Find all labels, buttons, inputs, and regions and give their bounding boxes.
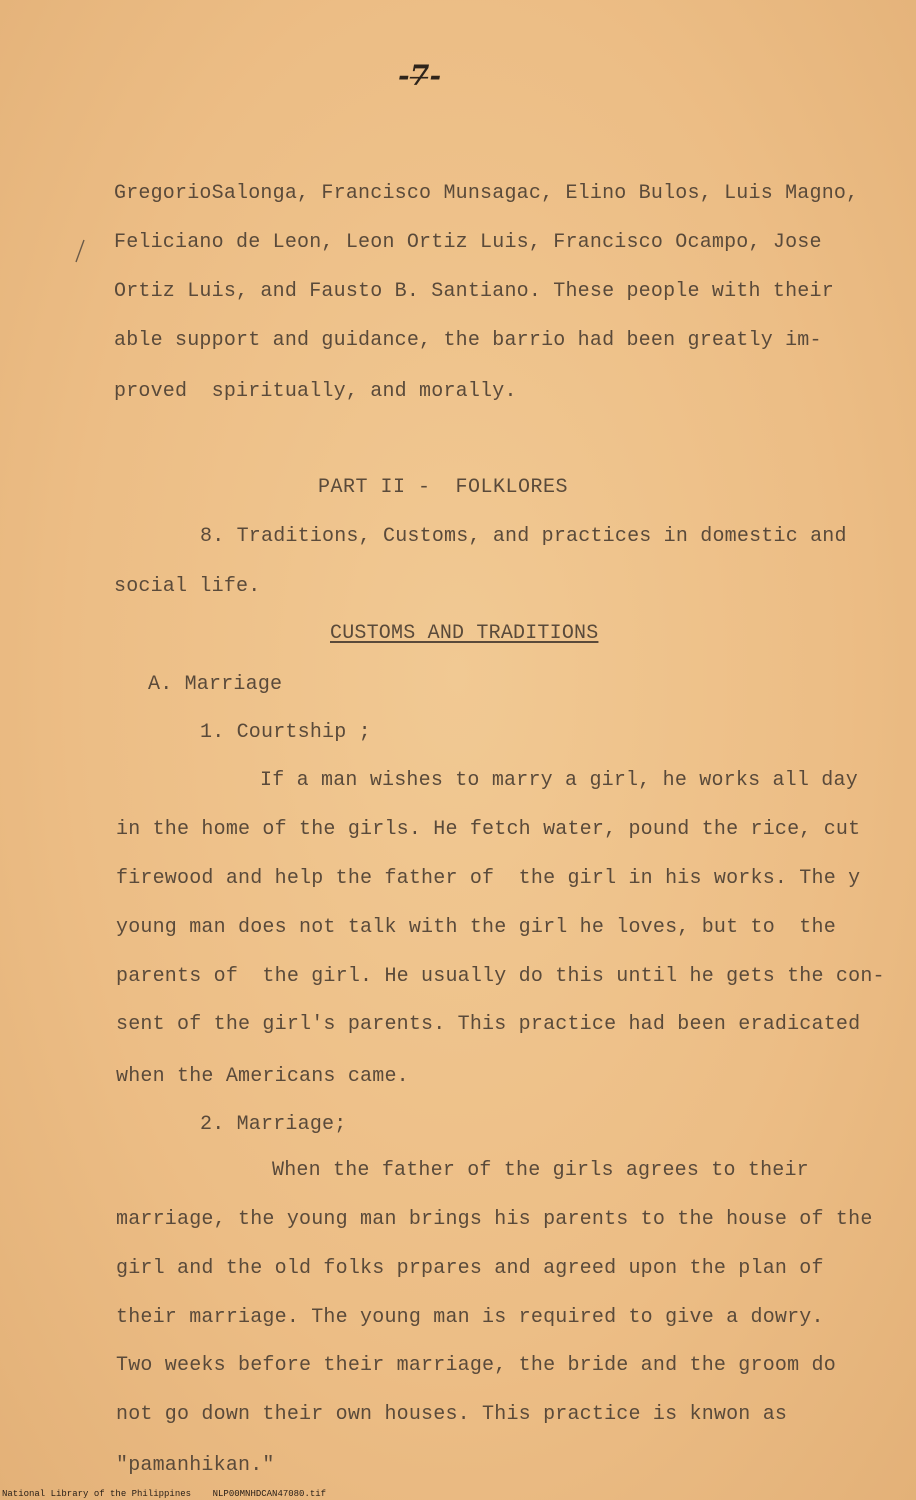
- marriage-line-4: their marriage. The young man is required to give a dowry.: [116, 1306, 824, 1329]
- marriage-line-3: girl and the old folks prpares and agreed upon the plan of: [116, 1257, 824, 1280]
- marriage-line-1: When the father of the girls agrees to their: [272, 1159, 809, 1182]
- marriage-line-5: Two weeks before their marriage, the bride and the groom do: [116, 1354, 836, 1377]
- courtship-line-6: sent of the girl's parents. This practice had been eradicated: [116, 1013, 861, 1036]
- courtship-line-3: firewood and help the father of the girl in his works. The y: [116, 867, 861, 890]
- paragraph1-line-3: Ortiz Luis, and Fausto B. Santiano. These people with their: [114, 280, 834, 303]
- paragraph1-line-4: able support and guidance, the barrio had been greatly im-: [114, 329, 822, 352]
- archive-footer: National Library of the Philippines NLP00MNHDCAN47080.tif: [2, 1489, 327, 1499]
- paragraph1-line-2: Feliciano de Leon, Leon Ortiz Luis, Francisco Ocampo, Jose: [114, 231, 822, 254]
- item1-heading: 1. Courtship ;: [200, 721, 371, 744]
- item2-heading: 2. Marriage;: [200, 1113, 347, 1136]
- courtship-line-5: parents of the girl. He usually do this until he gets the con-: [116, 965, 885, 988]
- courtship-line-4: young man does not talk with the girl he loves, but to the: [116, 916, 836, 939]
- section-title: CUSTOMS AND TRADITIONS: [330, 622, 599, 645]
- item8-line-1: 8. Traditions, Customs, and practices in domestic and: [200, 525, 847, 548]
- paragraph1-line-5: proved spiritually, and morally.: [114, 380, 517, 403]
- subsection-a-heading: A. Marriage: [148, 673, 283, 696]
- courtship-line-7: when the Americans came.: [116, 1065, 409, 1088]
- marriage-line-2: marriage, the young man brings his parents to the house of the: [116, 1208, 873, 1231]
- margin-pencil-mark: [72, 238, 88, 264]
- courtship-line-2: in the home of the girls. He fetch water, pound the rice, cut: [116, 818, 861, 841]
- page-number: -7̶-: [398, 59, 442, 92]
- item8-line-2: social life.: [114, 575, 261, 598]
- part-heading: PART II - FOLKLORES: [318, 476, 569, 499]
- paragraph1-line-1: GregorioSalonga, Francisco Munsagac, Elino Bulos, Luis Magno,: [114, 182, 859, 205]
- marriage-line-7: "pamanhikan.": [116, 1454, 275, 1477]
- courtship-line-1: If a man wishes to marry a girl, he works all day: [260, 769, 858, 792]
- marriage-line-6: not go down their own houses. This practice is knwon as: [116, 1403, 788, 1426]
